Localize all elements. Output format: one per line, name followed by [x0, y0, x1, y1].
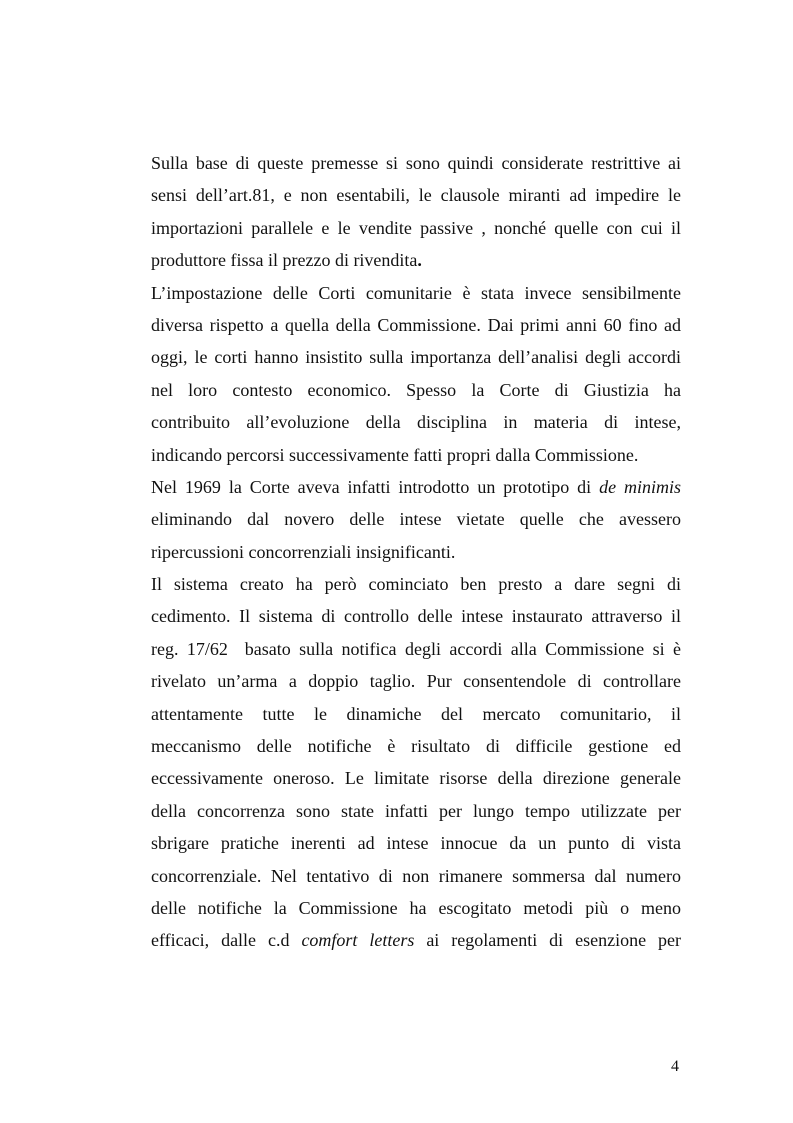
italic-term: comfort letters [301, 930, 415, 951]
text-line: indicando percorsi successivamente fatti propri dalla Commissione. [151, 444, 639, 465]
text-line: rivelato un’arma a doppio taglio. Pur consentendole di controllare [151, 671, 681, 692]
text-line: Nel 1969 la Corte aveva infatti introdotto un prototipo di de minimis [151, 476, 682, 497]
text-line: meccanismo delle notifiche è risultato di difficile gestione ed [151, 736, 681, 757]
text-line: eliminando dal novero delle intese vietate quelle che avessero [151, 509, 681, 530]
text-line: produttore fissa il prezzo di rivendita. [151, 250, 422, 271]
page-number: 4 [671, 1058, 679, 1075]
text-line: nel loro contesto economico. Spesso la Corte di Giustizia ha [151, 379, 681, 400]
bold-period: . [417, 250, 422, 271]
text-line: Sulla base di queste premesse si sono quindi considerate restrittive ai [151, 153, 681, 173]
text-line: ripercussioni concorrenziali insignificanti. [151, 541, 456, 562]
text-line: eccessivamente oneroso. Le limitate risorse della direzione generale [151, 768, 681, 789]
text-line: contribuito all’evoluzione della disciplina in materia di intese, [151, 412, 681, 433]
paragraph-4 [151, 568, 681, 957]
paragraph-3 [151, 471, 681, 568]
text-line: efficaci, dalle c.d comfort letters ai regolamenti di esenzione per [151, 930, 682, 951]
text-line: importazioni parallele e le vendite passive , nonché quelle con cui il [151, 217, 681, 238]
text-line: concorrenziale. Nel tentativo di non rimanere sommersa dal numero [151, 865, 681, 886]
text-line: L’impostazione delle Corti comunitarie è stata invece sensibilmente [151, 282, 681, 303]
text-line: attentamente tutte le dinamiche del mercato comunitario, il [151, 703, 681, 724]
paragraph-2 [151, 277, 681, 471]
text-line: sensi dell’art.81, e non esentabili, le clausole miranti ad impedire le [151, 185, 681, 206]
text-line: cedimento. Il sistema di controllo delle intese instaurato attraverso il [151, 606, 681, 627]
text-line: sbrigare pratiche inerenti ad intese innocue da un punto di vista [151, 833, 681, 854]
text-line: delle notifiche la Commissione ha escogitato metodi più o meno [151, 897, 681, 918]
page-body [151, 147, 681, 957]
text-line: diversa rispetto a quella della Commissione. Dai primi anni 60 fino ad [151, 314, 681, 335]
paragraph-1 [151, 147, 681, 277]
text-line: Il sistema creato ha però cominciato ben presto a dare segni di [151, 574, 681, 595]
text-line: reg. 17/62 basato sulla notifica degli accordi alla Commissione si è [151, 638, 681, 659]
italic-term: de minimis [599, 476, 682, 497]
text-line: oggi, le corti hanno insistito sulla importanza dell’analisi degli accordi [151, 347, 681, 368]
text-line: della concorrenza sono state infatti per lungo tempo utilizzate per [151, 800, 681, 821]
